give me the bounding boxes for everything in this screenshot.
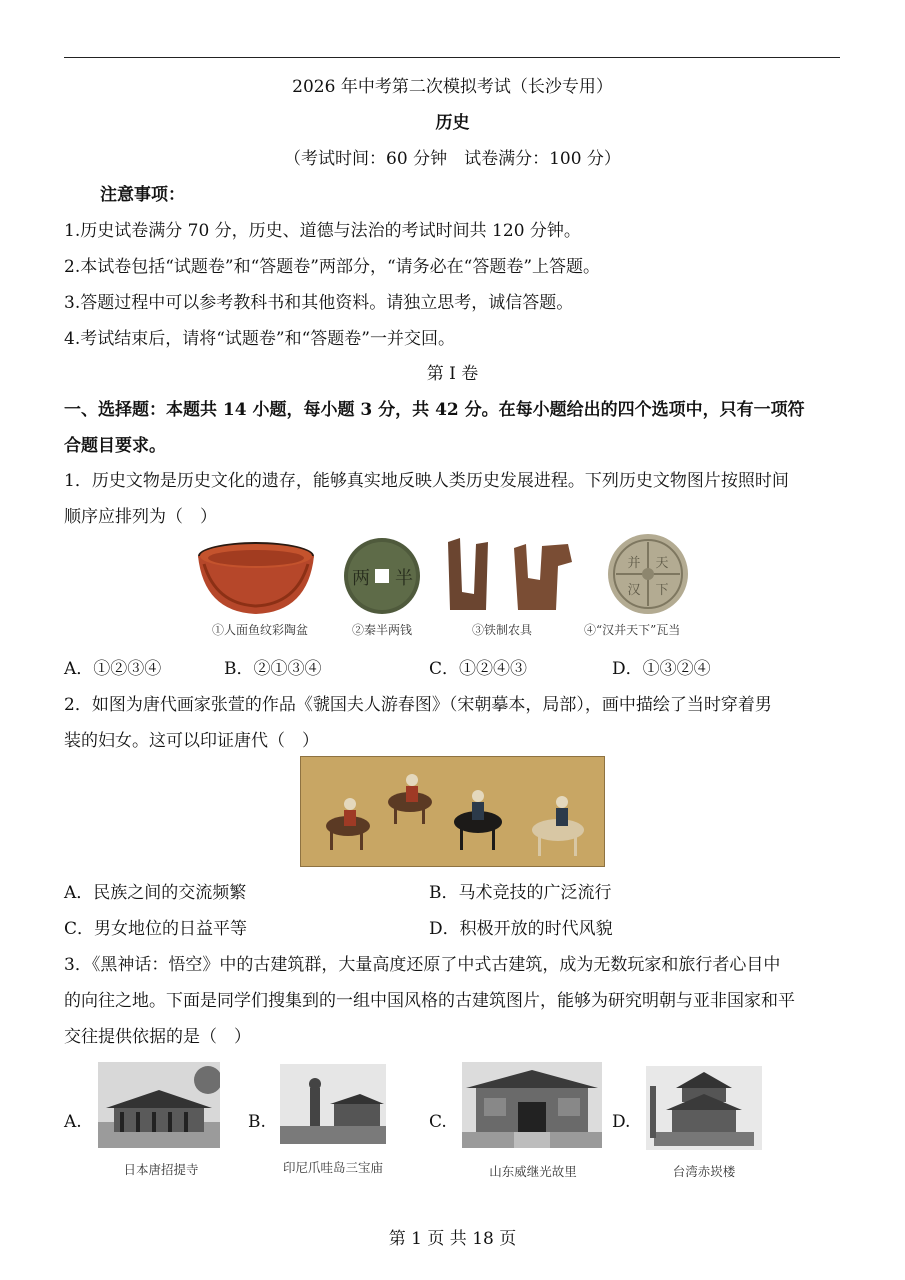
artifact-caption: ④“汉并天下”瓦当: [584, 623, 681, 637]
q3-stem-cont2: 交往提供依据的是（ ）: [64, 1027, 251, 1047]
q1-option-d[interactable]: D．①③②④: [612, 659, 711, 679]
q2-stem: 2．如图为唐代画家张萱的作品《虢国夫人游春图》（宋朝摹本，局部），画中描绘了当时穿着男: [64, 695, 772, 715]
building-caption: 印尼爪哇岛三宝庙: [282, 1160, 383, 1175]
q3-option-d[interactable]: D.: [612, 1112, 631, 1132]
q1-stem-cont: 顺序应排列为（ ）: [64, 507, 217, 527]
coin-right-char: 半: [395, 568, 413, 589]
coin-picture: [344, 538, 420, 614]
note-item: 3.答题过程中可以参考教科书和其他资料。请独立思考，诚信答题。: [64, 293, 574, 313]
note-item: 4.考试结束后，请将“试题卷”和“答题卷”一并交回。: [64, 329, 455, 349]
header-rule: [64, 57, 840, 58]
q3-stem-cont: 的向往之地。下面是同学们搜集到的一组中国风格的古建筑图片，能够为研究明朝与亚非国家和平: [64, 991, 795, 1011]
artifact-caption: ①人面鱼纹彩陶盆: [212, 623, 309, 637]
artifact-caption: ②秦半两钱: [352, 623, 413, 637]
tile-char-2: 并: [627, 556, 641, 571]
temple-photo-b: [280, 1064, 386, 1144]
section-heading: 一、选择题：本题共 14 小题，每小题 3 分，共 42 分。在每小题给出的四个选项中，只有一项符: [64, 400, 805, 420]
subject-title: 历史: [435, 113, 470, 133]
section-heading-cont: 合题目要求。: [64, 436, 166, 456]
q2-option-b[interactable]: B．马术竞技的广泛流行: [429, 883, 612, 903]
tile-char-4: 汉: [627, 583, 641, 598]
note-item: 2.本试卷包括“试题卷”和“答题卷”两部分，“请务必在“答题卷”上答题。: [64, 257, 601, 277]
building-caption: 山东威继光故里: [489, 1164, 577, 1179]
q3-option-c[interactable]: C.: [429, 1112, 447, 1132]
page-footer: 第 1 页 共 18 页: [388, 1229, 517, 1249]
tile-char-3: 下: [655, 583, 669, 598]
building-caption: 台湾赤崁楼: [672, 1164, 736, 1179]
q1-option-b[interactable]: B．②①③④: [224, 659, 322, 679]
temple-photo-d: [646, 1066, 762, 1150]
q1-option-a[interactable]: A．①②③④: [64, 659, 162, 679]
iron-tools-picture: [448, 538, 572, 610]
temple-photo-a: [98, 1062, 220, 1148]
exam-meta: （考试时间：60 分钟 试卷满分：100 分）: [284, 149, 621, 169]
q2-option-c[interactable]: C．男女地位的日益平等: [64, 919, 248, 939]
pottery-basin-picture: [198, 542, 314, 614]
q3-option-b[interactable]: B.: [248, 1112, 266, 1132]
q3-option-a[interactable]: A.: [64, 1112, 82, 1132]
notes-heading: 注意事项：: [100, 185, 185, 205]
q2-option-a[interactable]: A．民族之间的交流频繁: [64, 883, 247, 903]
tile-char-1: 天: [655, 556, 669, 571]
coin-left-char: 两: [352, 568, 370, 589]
building-caption: 日本唐招提寺: [123, 1162, 199, 1177]
q2-stem-cont: 装的妇女。这可以印证唐代（ ）: [64, 731, 319, 751]
q1-stem: 1．历史文物是历史文化的遗存，能够真实地反映人类历史发展进程。下列历史文物图片按照时间: [64, 471, 789, 491]
exam-title: 2026 年中考第二次模拟考试（长沙专用）: [292, 77, 613, 97]
q3-stem: 3．《黑神话：悟空》中的古建筑群，大量高度还原了中式古建筑，成为无数玩家和旅行者心目中: [64, 955, 781, 975]
volume-label: 第 I 卷: [426, 364, 479, 384]
q2-option-d[interactable]: D．积极开放的时代风貌: [429, 919, 613, 939]
eave-tile-picture: [608, 534, 688, 614]
temple-photo-c: [462, 1062, 602, 1148]
painting-image: [300, 756, 605, 867]
note-item: 1.历史试卷满分 70 分，历史、道德与法治的考试时间共 120 分钟。: [64, 221, 581, 241]
q1-option-c[interactable]: C．①②④③: [429, 659, 528, 679]
artifact-caption: ③铁制农具: [472, 623, 533, 637]
